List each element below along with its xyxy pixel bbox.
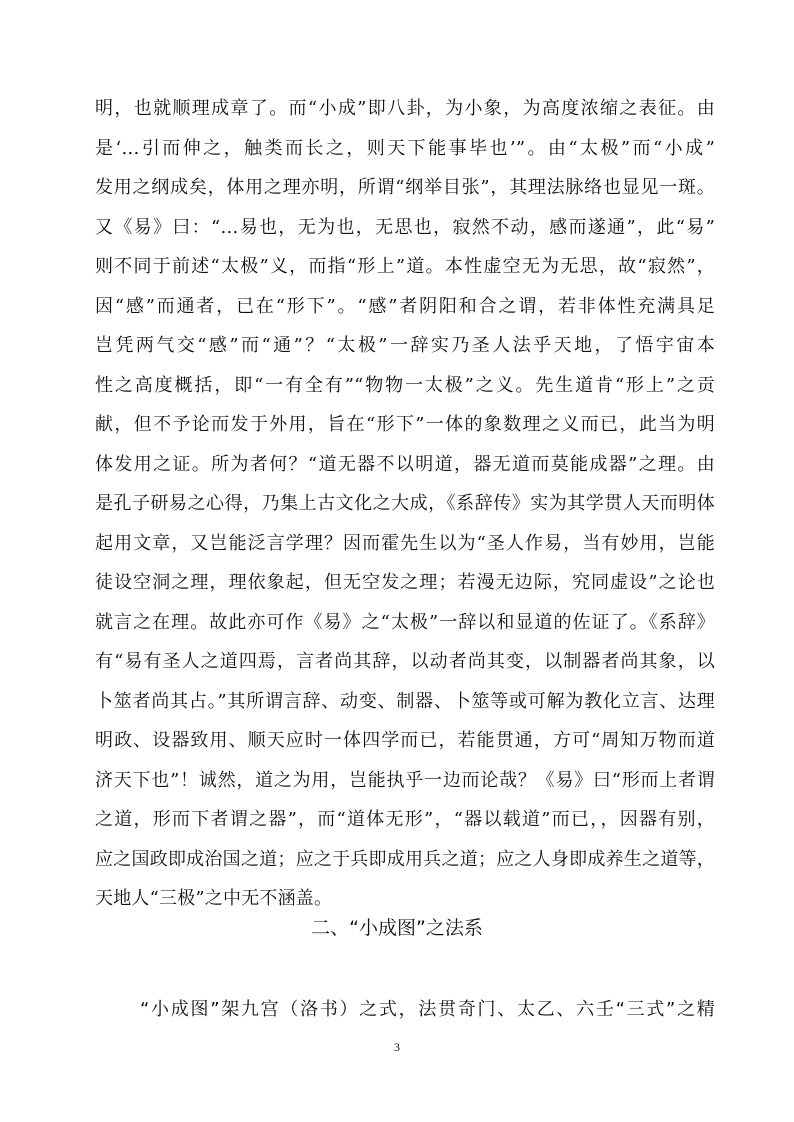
text-line: 献，但不予论而发于外用，旨在“形下”一体的象数理之义而已，此当为明 xyxy=(95,414,715,435)
text-line: 卜筮者尚其占。”其所谓言辞、动变、制器、卜筮等或可解为教化立言、达理 xyxy=(95,690,715,712)
text-line: 明政、设器致用、顺天应时一体四学而已，若能贯通，方可“周知万物而道 xyxy=(95,730,715,751)
body-paragraph xyxy=(95,89,715,919)
text-line: 则不同于前述“太极”义，而指“形上”道。本性虚空无为无思，故“寂然”， xyxy=(95,256,715,277)
text-line: 因“感”而通者，已在“形下”。“感”者阴阳和合之谓，若非体性充满具足 xyxy=(95,295,715,317)
text-line: 济天下也”！诚然，道之为用，岂能执乎一边而论哉？《易》曰“形而上者谓 xyxy=(95,769,715,791)
text-line: 就言之在理。故此亦可作《易》之“太极”一辞以和显道的佐证了。《系辞》 xyxy=(95,611,715,633)
text-line: 是孔子研易之心得，乃集上古文化之大成，《系辞传》实为其学贯人天而明体 xyxy=(95,493,715,514)
text-line: 性之高度概括，即“一有全有”“物物一太极”之义。先生道肯“形上”之贡 xyxy=(95,374,715,396)
text-line: 体发用之证。所为者何？“道无器不以明道，器无道而莫能成器”之理。由 xyxy=(95,453,715,475)
text-line: 又《易》曰：“…易也，无为也，无思也，寂然不动，感而遂通”，此“易” xyxy=(95,216,715,238)
page-number: 3 xyxy=(394,1040,400,1054)
text-line: 岂凭两气交“感”而“通”？“太极”一辞实乃圣人法乎天地，了悟宇宙本 xyxy=(95,335,715,356)
section-heading: 二、“小成图”之法系 xyxy=(311,917,483,939)
text-line: 徒设空洞之理，理依象起，但无空发之理；若漫无边际，究同虚设”之论也 xyxy=(95,572,715,593)
text-line: 有“易有圣人之道四焉，言者尚其辞，以动者尚其变，以制器者尚其象，以 xyxy=(95,651,715,672)
text-line: 发用之纲成矣，体用之理亦明，所谓“纲举目张”，其理法脉络也显见一斑。 xyxy=(95,177,715,198)
text-line: 之道，形而下者谓之器”，而“道体无形”，“器以载道”而已，，因器有别， xyxy=(95,809,715,830)
text-line: “小成图”架九宫（洛书）之式，法贯奇门、太乙、六壬“三式”之精 xyxy=(140,999,715,1020)
text-line: 天地人“三极”之中无不涵盖。 xyxy=(95,888,333,909)
section-lead-paragraph xyxy=(140,990,715,1030)
text-line: 起用文章，又岂能泛言学理？因而霍先生以为“圣人作易，当有妙用，岂能 xyxy=(95,532,715,554)
text-line: 明，也就顺理成章了。而“小成”即八卦，为小象，为高度浓缩之表征。由 xyxy=(95,98,715,119)
text-line: 是‘…引而伸之，触类而长之，则天下能事毕也’”。由“太极”而“小成” xyxy=(95,137,715,159)
text-line: 应之国政即成治国之道；应之于兵即成用兵之道；应之人身即成养生之道等， xyxy=(95,848,715,870)
